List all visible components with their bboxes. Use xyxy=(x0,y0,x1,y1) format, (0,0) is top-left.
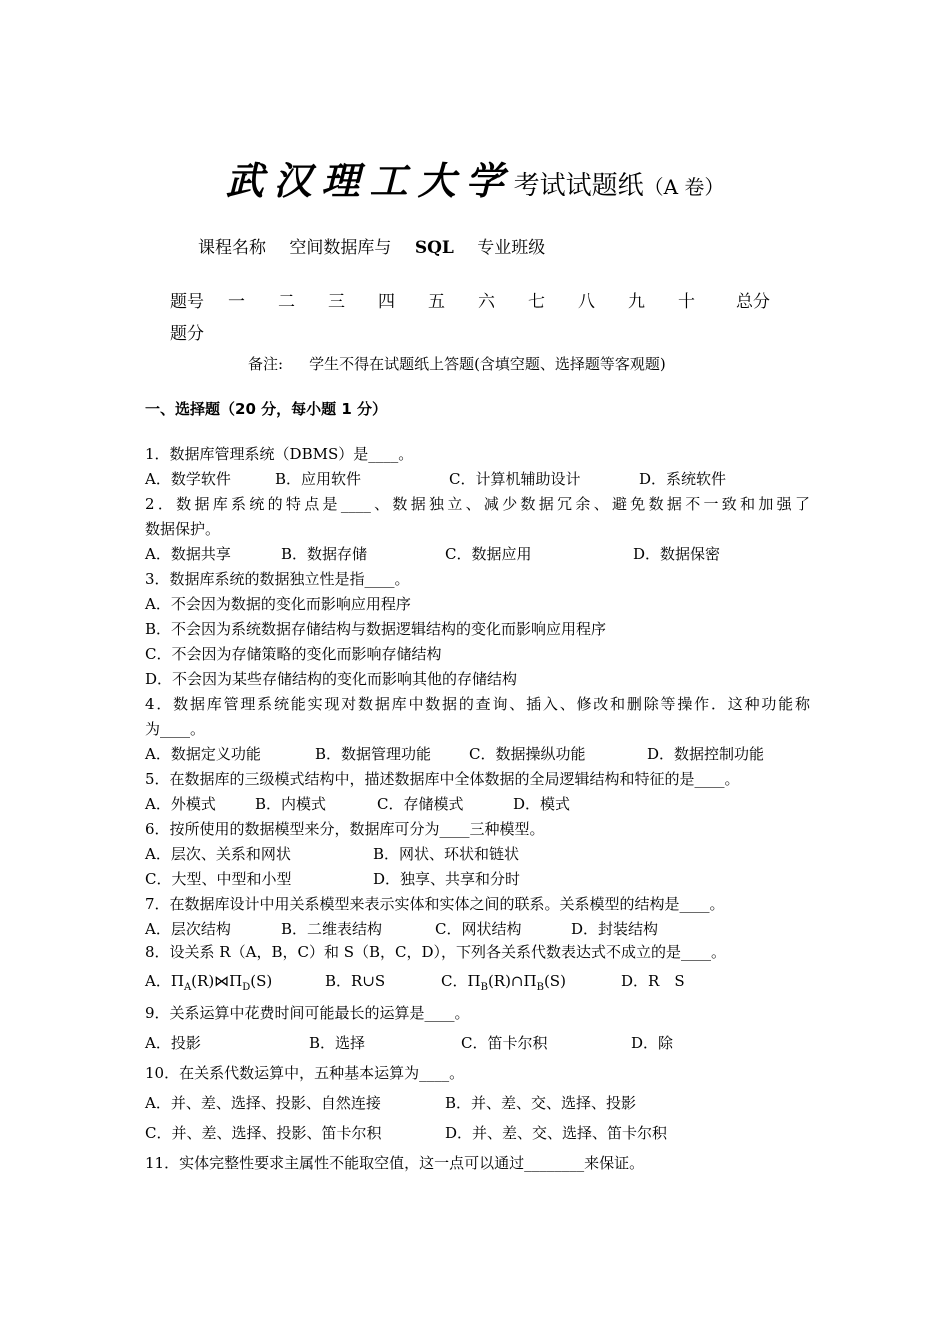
question-5: 5．在数据库的三级模式结构中，描述数据库中全体数据的全局逻辑结构和特征的是____。 xyxy=(145,770,740,788)
question-1: 1．数据库管理系统（DBMS）是____。 xyxy=(145,445,414,463)
score-cell: 五 xyxy=(428,292,445,312)
score-table-row xyxy=(170,319,228,344)
question-9: 9．关系运算中花费时间可能最长的运算是____。 xyxy=(145,1004,470,1022)
question-1-options xyxy=(145,468,726,489)
option-d: D．R S xyxy=(621,972,685,990)
option: C．存储模式 xyxy=(377,795,464,813)
note-label: 备注: xyxy=(248,355,284,373)
school-name: 武汉理工大学 xyxy=(225,158,514,203)
option: C．数据操纵功能 xyxy=(469,745,586,763)
section-heading: 一、选择题（20 分，每小题 1 分） xyxy=(145,400,387,418)
option: B．选择 xyxy=(309,1034,366,1052)
exam-title: 考试试题纸 xyxy=(513,171,644,201)
option: A．数据共享 xyxy=(145,545,231,563)
question-9-options xyxy=(145,1032,673,1053)
score-cell: 七 xyxy=(528,292,545,312)
option: D．模式 xyxy=(513,795,571,813)
score-cell: 六 xyxy=(478,292,495,312)
option: A．层次、关系和网状 xyxy=(145,845,291,863)
option: A．投影 xyxy=(145,1034,201,1052)
option-c: C．$\Pi_B(R)\cap\Pi_B(S)$ xyxy=(441,972,566,993)
score-cell: 九 xyxy=(628,292,645,312)
score-cell: 三 xyxy=(328,292,345,312)
option: C．不会因为存储策略的变化而影响存储结构 xyxy=(145,645,442,663)
question-6-options xyxy=(145,868,520,889)
option: B．数据管理功能 xyxy=(315,745,432,763)
score-cell: 十 xyxy=(678,292,695,312)
question-10-options xyxy=(145,1092,636,1113)
course-info xyxy=(198,233,563,258)
question-3: 3．数据库系统的数据独立性是指____。 xyxy=(145,570,410,588)
course-label: 课程名称 xyxy=(198,238,266,258)
option: D．数据控制功能 xyxy=(647,745,765,763)
option: D．独享、共享和分时 xyxy=(373,870,521,888)
note-text: 学生不得在试题纸上答题(含填空题、选择题等客观题) xyxy=(309,355,666,373)
score-cell: 二 xyxy=(278,292,295,312)
option-b: B．R∪S xyxy=(325,972,386,990)
question-8: 8．设关系 R（A，B，C）和 S（B，C，D），下列各关系代数表达式不成立的是____。 xyxy=(145,943,727,961)
score-cell: 八 xyxy=(578,292,595,312)
option: B．内模式 xyxy=(255,795,327,813)
option: D．数据保密 xyxy=(633,545,721,563)
option: D．系统软件 xyxy=(639,470,727,488)
question-8-options xyxy=(145,970,685,993)
option: B．不会因为系统数据存储结构与数据逻辑结构的变化而影响应用程序 xyxy=(145,620,607,638)
exam-note xyxy=(248,353,666,374)
option: A．并、差、选择、投影、自然连接 xyxy=(145,1094,381,1112)
option: A．数学软件 xyxy=(145,470,231,488)
exam-header xyxy=(0,150,950,205)
question-4-options xyxy=(145,743,764,764)
option: D．并、差、交、选择、笛卡尔积 xyxy=(445,1124,668,1142)
option: B．数据存储 xyxy=(281,545,368,563)
question-7: 7．在数据库设计中用关系模型来表示实体和实体之间的联系。关系模型的结构是____。 xyxy=(145,895,725,913)
option: A．外模式 xyxy=(145,795,216,813)
question-7-options xyxy=(145,918,658,939)
class-label: 专业班级 xyxy=(477,238,546,258)
question-4-cont: 为____。 xyxy=(145,720,206,738)
option: C．网状结构 xyxy=(435,920,522,938)
option: B．并、差、交、选择、投影 xyxy=(445,1094,637,1112)
question-6-options xyxy=(145,843,519,864)
option: D．不会因为某些存储结构的变化而影响其他的存储结构 xyxy=(145,670,518,688)
option: B．应用软件 xyxy=(275,470,362,488)
score-cell: 一 xyxy=(228,292,245,312)
option: D．除 xyxy=(631,1034,674,1052)
option: A．层次结构 xyxy=(145,920,231,938)
question-10: 10．在关系代数运算中，五种基本运算为____。 xyxy=(145,1064,465,1082)
option: A．不会因为数据的变化而影响应用程序 xyxy=(145,595,411,613)
score-cell: 题号 xyxy=(170,292,204,312)
paper-version: （A 卷） xyxy=(643,175,725,199)
score-cell: 四 xyxy=(378,292,395,312)
option: C．数据应用 xyxy=(445,545,532,563)
question-2: 2．数据库系统的特点是____、数据独立、减少数据冗余、避免数据不一致和加强了 xyxy=(145,495,810,513)
option-a: A．$\Pi_A(R)⋈\Pi_D(S)$ xyxy=(145,972,273,993)
option: A．数据定义功能 xyxy=(145,745,261,763)
question-11: 11．实体完整性要求主属性不能取空值，这一点可以通过________来保证。 xyxy=(145,1154,645,1172)
option: D．封装结构 xyxy=(571,920,659,938)
option: B．二维表结构 xyxy=(281,920,383,938)
score-cell: 题分 xyxy=(170,324,204,344)
option: C．计算机辅助设计 xyxy=(449,470,581,488)
question-10-options xyxy=(145,1122,667,1143)
question-4: 4．数据库管理系统能实现对数据库中数据的查询、插入、修改和删除等操作．这种功能称 xyxy=(145,695,810,713)
course-name: 空间数据库与 SQL xyxy=(289,238,454,258)
score-cell: 总分 xyxy=(736,292,770,312)
question-2-options xyxy=(145,543,720,564)
question-5-options xyxy=(145,793,570,814)
option: C．大型、中型和小型 xyxy=(145,870,292,888)
option: B．网状、环状和链状 xyxy=(373,845,520,863)
option: C．并、差、选择、投影、笛卡尔积 xyxy=(145,1124,382,1142)
question-6: 6．按所使用的数据模型来分，数据库可分为____三种模型。 xyxy=(145,820,545,838)
score-table-header xyxy=(170,287,796,312)
question-2-cont: 数据保护。 xyxy=(145,520,221,538)
option: C．笛卡尔积 xyxy=(461,1034,548,1052)
